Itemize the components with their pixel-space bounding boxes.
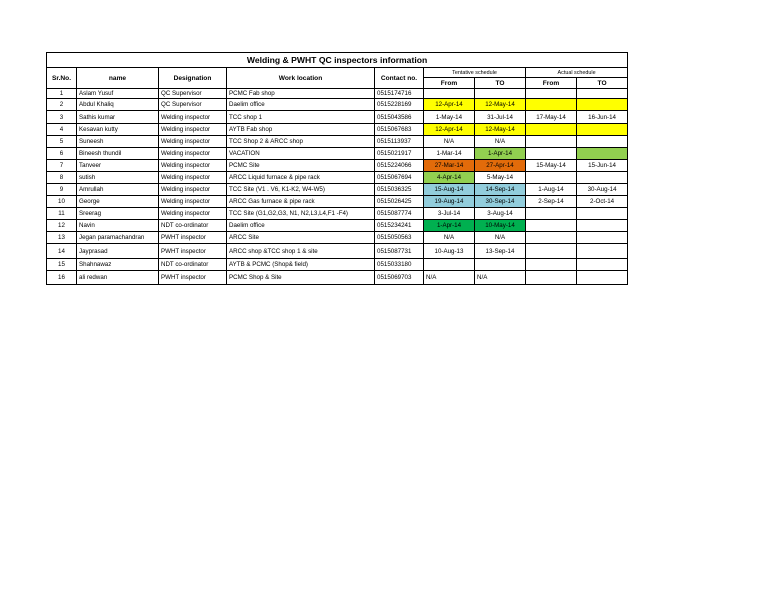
row-name: Shahnawaz (77, 259, 159, 271)
row-actual-to (577, 220, 628, 232)
row-srno: 5 (47, 136, 77, 148)
row-designation: PWHT inspector (159, 271, 227, 285)
row-designation: PWHT inspector (159, 244, 227, 259)
row-tentative-from: N/A (424, 136, 475, 148)
row-contact: 0515043586 (375, 111, 424, 124)
row-tentative-to: 27-Apr-14 (475, 160, 526, 172)
row-tentative-from: 1-May-14 (424, 111, 475, 124)
row-srno: 12 (47, 220, 77, 232)
row-actual-to (577, 232, 628, 244)
row-contact: 0515087731 (375, 244, 424, 259)
row-work-location: AYTB Fab shop (227, 124, 375, 136)
row-tentative-from: 12-Apr-14 (424, 124, 475, 136)
row-actual-from: 2-Sep-14 (526, 196, 577, 208)
row-srno: 8 (47, 172, 77, 184)
row-contact: 0515026425 (375, 196, 424, 208)
header-contact: Contact no. (375, 68, 424, 89)
row-actual-to (577, 148, 628, 160)
row-tentative-from: 3-Jul-14 (424, 208, 475, 220)
row-work-location: TCC Site (V1 . V6, K1-K2, W4-W5) (227, 184, 375, 196)
row-designation: QC Supervisor (159, 99, 227, 111)
row-designation: QC Supervisor (159, 89, 227, 99)
row-designation: Welding inspector (159, 111, 227, 124)
row-contact: 0515021917 (375, 148, 424, 160)
row-name: Aslam Yusuf (77, 89, 159, 99)
row-tentative-from: N/A (424, 271, 475, 285)
row-work-location: TCC shop 1 (227, 111, 375, 124)
row-actual-from (526, 136, 577, 148)
row-actual-to: 15-Jun-14 (577, 160, 628, 172)
header-tentative-schedule: Tentative schedule (424, 68, 526, 78)
row-name: Navin (77, 220, 159, 232)
row-actual-to: 2-Oct-14 (577, 196, 628, 208)
row-tentative-to: 12-May-14 (475, 99, 526, 111)
row-tentative-to: 30-Sep-14 (475, 196, 526, 208)
row-tentative-from: 10-Aug-13 (424, 244, 475, 259)
table-row (47, 208, 628, 220)
row-name: ali redwan (77, 271, 159, 285)
row-srno: 15 (47, 259, 77, 271)
row-designation: Welding inspector (159, 172, 227, 184)
table-row (47, 232, 628, 244)
row-actual-from (526, 124, 577, 136)
table-row (47, 172, 628, 184)
row-designation: Welding inspector (159, 196, 227, 208)
row-srno: 11 (47, 208, 77, 220)
row-work-location: ARCC Liquid furnace & pipe rack (227, 172, 375, 184)
row-designation: Welding inspector (159, 160, 227, 172)
row-designation: Welding inspector (159, 136, 227, 148)
row-designation: Welding inspector (159, 184, 227, 196)
table-row (47, 89, 628, 99)
row-actual-to (577, 244, 628, 259)
row-designation: PWHT inspector (159, 232, 227, 244)
row-tentative-from: 12-Apr-14 (424, 99, 475, 111)
header-row (47, 68, 628, 78)
row-actual-from: 15-May-14 (526, 160, 577, 172)
row-tentative-to: N/A (475, 271, 526, 285)
row-tentative-to: N/A (475, 232, 526, 244)
row-name: sutish (77, 172, 159, 184)
row-work-location: Daelim office (227, 99, 375, 111)
table-row (47, 220, 628, 232)
row-name: Tanveer (77, 160, 159, 172)
row-actual-to (577, 124, 628, 136)
row-actual-from (526, 220, 577, 232)
row-tentative-from: N/A (424, 232, 475, 244)
table-row (47, 196, 628, 208)
row-designation: NDT co-ordinator (159, 259, 227, 271)
row-tentative-from (424, 259, 475, 271)
row-designation: Welding inspector (159, 208, 227, 220)
row-contact: 0515050563 (375, 232, 424, 244)
row-tentative-to: 31-Jul-14 (475, 111, 526, 124)
row-contact: 0515033180 (375, 259, 424, 271)
row-actual-from (526, 259, 577, 271)
row-name: Jegan paramachandran (77, 232, 159, 244)
row-name: Suneesh (77, 136, 159, 148)
row-name: George (77, 196, 159, 208)
row-tentative-to: 3-Aug-14 (475, 208, 526, 220)
row-tentative-to (475, 89, 526, 99)
row-name: Kesavan kutty (77, 124, 159, 136)
row-actual-to (577, 208, 628, 220)
row-work-location: AYTB & PCMC (Shop& field) (227, 259, 375, 271)
header-designation: Designation (159, 68, 227, 89)
row-actual-from (526, 208, 577, 220)
row-srno: 14 (47, 244, 77, 259)
row-tentative-to: N/A (475, 136, 526, 148)
row-contact: 0515067694 (375, 172, 424, 184)
row-tentative-from (424, 89, 475, 99)
table-row (47, 124, 628, 136)
row-actual-from (526, 271, 577, 285)
row-srno: 13 (47, 232, 77, 244)
row-tentative-to: 5-May-14 (475, 172, 526, 184)
row-srno: 1 (47, 89, 77, 99)
row-designation: Welding inspector (159, 124, 227, 136)
header-actual-to: TO (577, 78, 628, 89)
row-contact: 0515113937 (375, 136, 424, 148)
table-row (47, 111, 628, 124)
row-designation: NDT co-ordinator (159, 220, 227, 232)
row-work-location: ARCC Gas furnace & pipe rack (227, 196, 375, 208)
row-work-location: PCMC Fab shop (227, 89, 375, 99)
row-work-location: ARCC shop &TCC shop 1 & site (227, 244, 375, 259)
row-srno: 16 (47, 271, 77, 285)
header-name: name (77, 68, 159, 89)
row-srno: 3 (47, 111, 77, 124)
header-tentative-to: TO (475, 78, 526, 89)
row-name: Abdul Khaliq (77, 99, 159, 111)
header-work-location: Work location (227, 68, 375, 89)
row-tentative-to: 13-Sep-14 (475, 244, 526, 259)
row-srno: 2 (47, 99, 77, 111)
row-work-location: ARCC Site (227, 232, 375, 244)
table-row (47, 99, 628, 111)
row-tentative-from: 1-Apr-14 (424, 220, 475, 232)
row-designation: Welding inspector (159, 148, 227, 160)
inspectors-table (46, 52, 628, 285)
row-tentative-to: 10-May-14 (475, 220, 526, 232)
row-contact: 0515067683 (375, 124, 424, 136)
row-tentative-from: 1-Mar-14 (424, 148, 475, 160)
row-actual-from (526, 99, 577, 111)
row-work-location: PCMC Shop & Site (227, 271, 375, 285)
header-actual-schedule: Actual schedule (526, 68, 628, 78)
row-actual-from (526, 232, 577, 244)
row-actual-to (577, 136, 628, 148)
sheet-title: Welding & PWHT QC inspectors information (47, 53, 628, 68)
header-tentative-from: From (424, 78, 475, 89)
row-actual-from (526, 89, 577, 99)
title-row (47, 53, 628, 68)
table-row (47, 271, 628, 285)
row-contact: 0515036325 (375, 184, 424, 196)
row-actual-to: 16-Jun-14 (577, 111, 628, 124)
row-actual-from (526, 244, 577, 259)
row-name: Sathis kumar (77, 111, 159, 124)
row-tentative-to: 14-Sep-14 (475, 184, 526, 196)
table-row (47, 148, 628, 160)
row-contact: 0515069703 (375, 271, 424, 285)
row-work-location: TCC Site (G1,G2,G3, N1, N2,L3,L4,F1 -F4) (227, 208, 375, 220)
row-actual-from (526, 172, 577, 184)
row-actual-from (526, 148, 577, 160)
row-tentative-from: 15-Aug-14 (424, 184, 475, 196)
row-tentative-from: 27-Mar-14 (424, 160, 475, 172)
row-name: Sreerag (77, 208, 159, 220)
row-work-location: VACATION (227, 148, 375, 160)
row-actual-from: 17-May-14 (526, 111, 577, 124)
row-srno: 6 (47, 148, 77, 160)
row-tentative-to: 1-Apr-14 (475, 148, 526, 160)
row-tentative-from: 19-Aug-14 (424, 196, 475, 208)
table-row (47, 184, 628, 196)
header-srno: Sr.No. (47, 68, 77, 89)
row-work-location: PCMC Site (227, 160, 375, 172)
row-actual-to (577, 99, 628, 111)
row-srno: 9 (47, 184, 77, 196)
row-srno: 10 (47, 196, 77, 208)
table-row (47, 244, 628, 259)
row-srno: 7 (47, 160, 77, 172)
row-actual-to (577, 172, 628, 184)
row-actual-to (577, 89, 628, 99)
table-row (47, 136, 628, 148)
row-name: Jayprasad (77, 244, 159, 259)
table-row (47, 160, 628, 172)
row-contact: 0515224066 (375, 160, 424, 172)
row-name: Bineesh thundil (77, 148, 159, 160)
row-tentative-to: 12-May-14 (475, 124, 526, 136)
row-work-location: TCC Shop 2 & ARCC shop (227, 136, 375, 148)
row-contact: 0515234241 (375, 220, 424, 232)
row-actual-to (577, 271, 628, 285)
row-tentative-from: 4-Apr-14 (424, 172, 475, 184)
row-actual-to: 30-Aug-14 (577, 184, 628, 196)
row-work-location: Daelim office (227, 220, 375, 232)
row-contact: 0515087774 (375, 208, 424, 220)
row-contact: 0515228169 (375, 99, 424, 111)
row-srno: 4 (47, 124, 77, 136)
row-tentative-to (475, 259, 526, 271)
row-actual-to (577, 259, 628, 271)
row-contact: 0515174716 (375, 89, 424, 99)
row-name: Amrullah (77, 184, 159, 196)
table-row (47, 259, 628, 271)
row-actual-from: 1-Aug-14 (526, 184, 577, 196)
header-actual-from: From (526, 78, 577, 89)
